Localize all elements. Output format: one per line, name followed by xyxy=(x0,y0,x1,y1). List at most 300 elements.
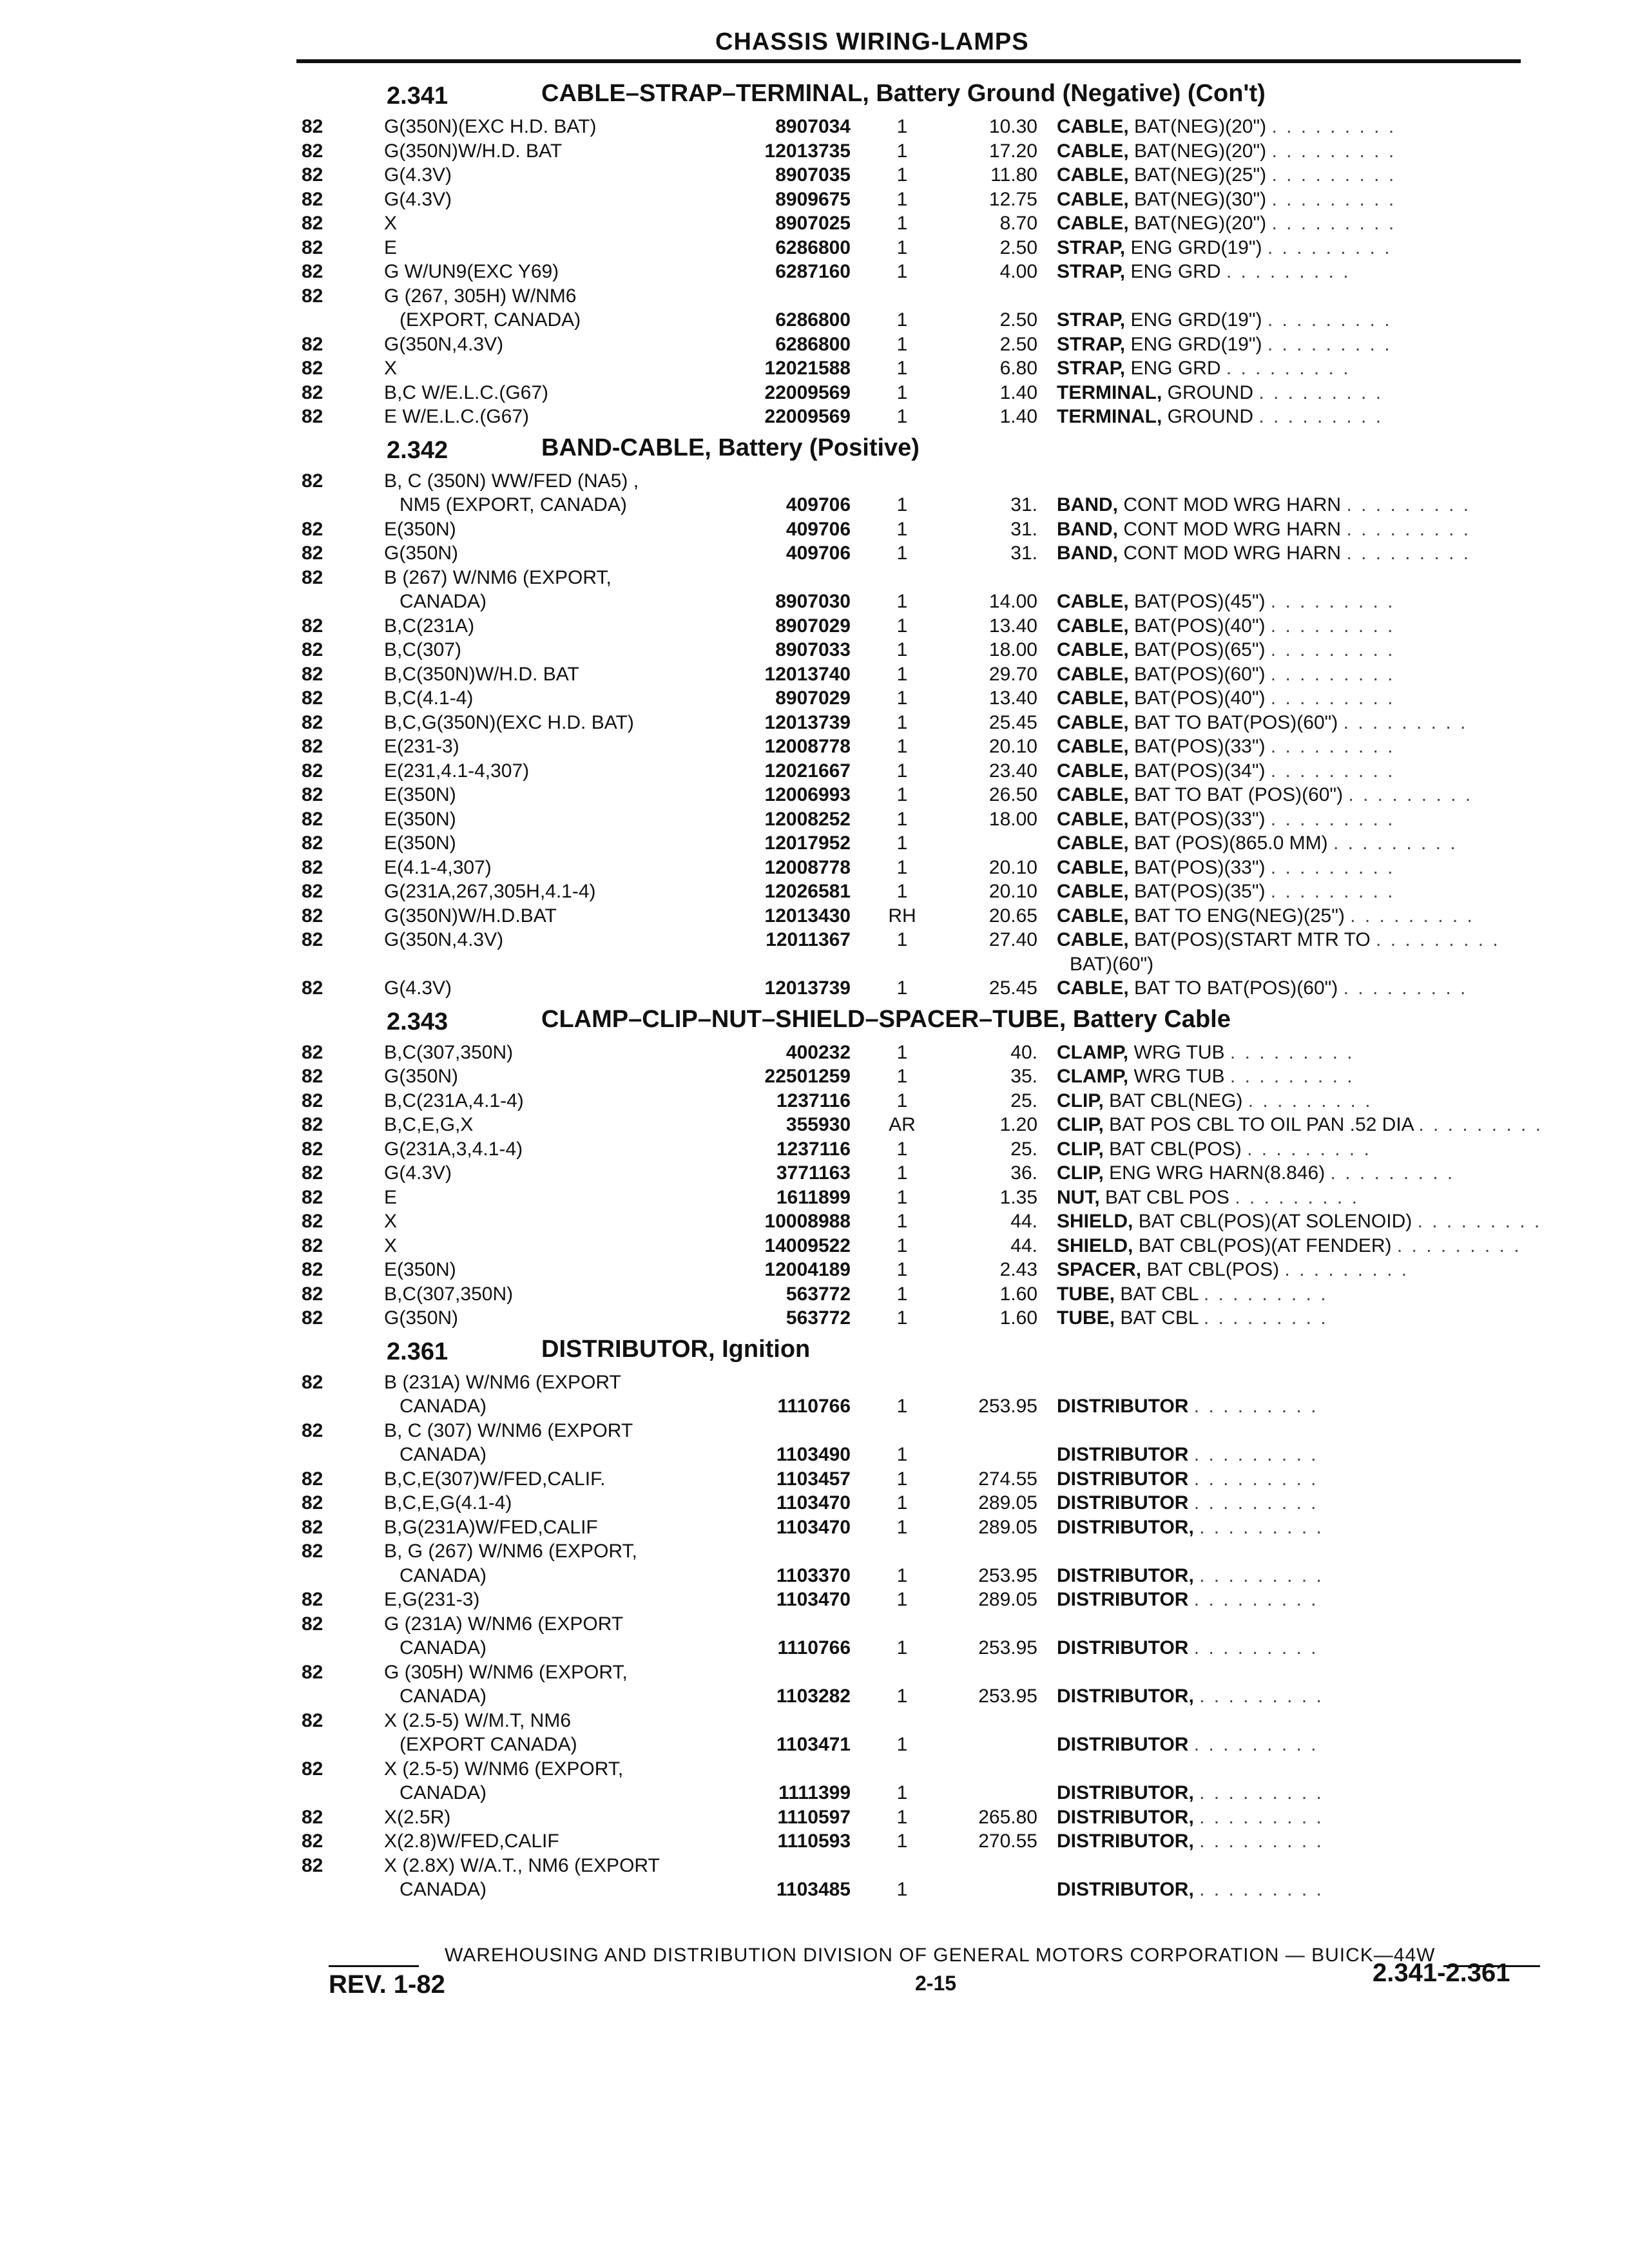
quantity: 1 xyxy=(896,1138,908,1160)
table-row: 82 G(350N) 22501259 1 .35 CLAMP, WRG TUB . . . . . . . . . xyxy=(302,1066,1354,1087)
description-detail xyxy=(1188,1396,1193,1417)
model-application: E(350N) xyxy=(384,832,456,854)
group-code: 82 xyxy=(302,663,323,685)
description-name: CABLE, xyxy=(1057,663,1129,685)
model-application: NM5 (EXPORT, CANADA) xyxy=(400,494,627,515)
quantity: 1 xyxy=(896,1492,908,1514)
description xyxy=(1057,639,1395,661)
quantity: 1 xyxy=(896,1162,908,1184)
leader-dots: . . . . . . . . . xyxy=(1203,1307,1328,1329)
description-detail: BAT CBL(POS) xyxy=(1103,1138,1248,1160)
description-detail: BAT CBL(POS) xyxy=(1141,1259,1285,1280)
description-name: DISTRIBUTOR xyxy=(1057,1396,1189,1417)
description-name: STRAP, xyxy=(1057,333,1126,355)
model-application: B,C(350N)W/H.D. BAT xyxy=(384,663,579,685)
group-code: 82 xyxy=(302,164,323,186)
description xyxy=(1057,213,1396,235)
table-row: 82 X (2.8X) W/A.T., NM6 (EXPORT CANADA) 1103485 1 DISTRIBUTOR, . . . . . . . . . xyxy=(302,1854,1324,1900)
description xyxy=(1057,543,1470,564)
description-name: CABLE, xyxy=(1057,929,1129,950)
description-detail: BAT(POS)(34") xyxy=(1128,760,1271,782)
group-code: 82 xyxy=(302,1419,323,1441)
table-row: 82 G(231A,267,305H,4.1-4) 12026581 1 20.10 CABLE, BAT(POS)(35") . . . . . . . . . xyxy=(302,881,1395,902)
description xyxy=(1057,1807,1324,1829)
description-name: CLAMP, xyxy=(1057,1041,1129,1063)
leader-dots: . . . . . . . . . xyxy=(1193,1492,1318,1514)
table-row: 82 B,C,G(350N)(EXC H.D. BAT) 12013739 1 25.45 CABLE, BAT TO BAT(POS)(60") . . . . . . . . . xyxy=(302,711,1468,733)
model-application: G W/UN9(EXC Y69) xyxy=(384,261,559,282)
model-application: X xyxy=(384,213,398,234)
model-application: B,G(231A)W/FED,CALIF xyxy=(384,1516,598,1538)
description-detail xyxy=(1194,1807,1199,1828)
group-code: 82 xyxy=(302,1211,323,1232)
description-detail: BAT(POS)(40") xyxy=(1128,615,1271,637)
quantity: 1 xyxy=(896,1806,908,1828)
quantity: 1 xyxy=(896,1637,908,1658)
description-detail: BAT(NEG)(20") xyxy=(1128,140,1272,162)
table-row: 82 G(4.3V) 3771163 1 .36 CLIP, ENG WRG HARN(8.846) . . . . . . . . . xyxy=(302,1162,1455,1184)
description-name: DISTRIBUTOR xyxy=(1057,1637,1189,1658)
leader-dots: . . . . . . . . . xyxy=(1193,1444,1318,1465)
quantity: 1 xyxy=(896,543,908,564)
page-header: CHASSIS WIRING-LAMPS xyxy=(715,28,1029,55)
table-row: 82 X 14009522 1 .44 SHIELD, BAT CBL(POS)(AT FENDER) . . . . . . . . . xyxy=(302,1235,1521,1256)
table-row: 82 B,C,E,G,X 355930 AR 1.20 CLIP, BAT POS CBL TO OIL PAN .52 DIA . . . . . . . . . xyxy=(302,1114,1543,1135)
leader-dots: . . . . . . . . . xyxy=(1199,1564,1324,1586)
leader-dots: . . . . . . . . . xyxy=(1270,760,1395,782)
description xyxy=(1057,1782,1324,1804)
description xyxy=(1057,382,1383,404)
model-application: CANADA) xyxy=(400,1782,487,1803)
model-application: B,C(307) xyxy=(384,639,462,660)
leader-dots: . . . . . . . . . xyxy=(1343,977,1468,999)
description xyxy=(1057,494,1470,516)
description-name: TERMINAL, xyxy=(1057,381,1162,403)
description-detail xyxy=(1188,1637,1193,1658)
group-code: 82 xyxy=(302,518,323,540)
description-name: CABLE, xyxy=(1057,808,1129,830)
leader-dots: . . . . . . . . . xyxy=(1248,1090,1373,1111)
description xyxy=(1057,1517,1324,1539)
quantity: 1 xyxy=(896,736,908,757)
description-detail: BAT POS CBL TO OIL PAN .52 DIA xyxy=(1103,1114,1419,1135)
leader-dots: . . . . . . . . . xyxy=(1270,639,1395,660)
model-application: B, C (350N) WW/FED (NA5) , xyxy=(384,470,639,492)
model-application: G (231A) W/NM6 (EXPORT xyxy=(384,1613,624,1635)
table-row: 82 B,C(350N)W/H.D. BAT 12013740 1 29.70 CABLE, BAT(POS)(60") . . . . . . . . . xyxy=(302,663,1395,685)
model-application: B,C(307,350N) xyxy=(384,1041,514,1063)
table-row: 82 G(4.3V) 8907035 1 11.80 CABLE, BAT(NEG)(25") . . . . . . . . . xyxy=(302,164,1396,186)
leader-dots: . . . . . . . . . xyxy=(1226,358,1351,379)
description-name: DISTRIBUTOR, xyxy=(1057,1686,1194,1707)
description xyxy=(1057,1235,1521,1257)
leader-dots: . . . . . . . . . xyxy=(1267,236,1392,258)
description-name: BAND, xyxy=(1057,543,1118,564)
table-row: 82 B, C (350N) WW/FED (NA5) , NM5 (EXPORT, CANADA) 409706 1 .31 BAND, CONT MOD WRG HARN . . . . . . . . . xyxy=(302,470,1471,515)
leader-dots: . . . . . . . . . xyxy=(1271,213,1396,234)
model-application: X xyxy=(384,1235,398,1256)
model-application: E xyxy=(384,1186,398,1208)
table-row: 82 B,C(307,350N) 400232 1 .40 CLAMP, WRG TUB . . . . . . . . . xyxy=(302,1041,1354,1063)
description-detail: WRG TUB xyxy=(1128,1041,1230,1063)
model-application: CANADA) xyxy=(400,591,487,612)
description-detail: BAT(POS)(45") xyxy=(1128,591,1271,612)
quantity: 1 xyxy=(896,760,908,782)
group-code: 82 xyxy=(302,1090,323,1111)
leader-dots: . . . . . . . . . xyxy=(1199,1686,1324,1707)
quantity: RH xyxy=(888,905,916,927)
model-application: CANADA) xyxy=(400,1637,487,1658)
quantity: 1 xyxy=(896,832,908,854)
quantity: 1 xyxy=(896,236,908,258)
description xyxy=(1057,1090,1372,1112)
description-name: CABLE, xyxy=(1057,881,1129,902)
group-code: 82 xyxy=(302,236,323,258)
table-row: 82 B,C(307,350N) 563772 1 1.60 TUBE, BAT CBL . . . . . . . . . xyxy=(302,1283,1328,1305)
description xyxy=(1057,1307,1328,1329)
leader-dots: . . . . . . . . . xyxy=(1267,309,1392,331)
description-detail xyxy=(1188,1468,1193,1490)
table-row: 82 G(350N)(EXC H.D. BAT) 8907034 1 10.30 CABLE, BAT(NEG)(20") . . . . . . . . . xyxy=(302,116,1396,137)
quantity: 1 xyxy=(896,1066,908,1087)
leader-dots: . . . . . . . . . xyxy=(1270,808,1395,830)
table-row: 82 G(350N)W/H.D.BAT 12013430 RH 20.65 CABLE, BAT TO ENG(NEG)(25") . . . . . . . . . xyxy=(302,905,1474,927)
model-application: G(350N)W/H.D. BAT xyxy=(384,140,563,162)
model-application: B,C(231A,4.1-4) xyxy=(384,1090,524,1111)
description-detail: BAT TO BAT(POS)(60") xyxy=(1128,711,1344,733)
model-application: X xyxy=(384,358,398,379)
model-application: X(2.8)W/FED,CALIF xyxy=(384,1831,559,1852)
description-name: STRAP, xyxy=(1057,358,1126,379)
description-name: DISTRIBUTOR, xyxy=(1057,1879,1194,1900)
model-application: CANADA) xyxy=(400,1444,487,1465)
description xyxy=(1057,1565,1324,1587)
leader-dots: . . . . . . . . . xyxy=(1330,1162,1455,1184)
quantity: 1 xyxy=(896,929,908,950)
table-row: 82 E,G(231-3) 1103470 1 289.05 DISTRIBUTOR . . . . . . . . . xyxy=(302,1589,1318,1610)
table-row: 82 X (2.5-5) W/M.T, NM6 (EXPORT CANADA) 1103471 1 DISTRIBUTOR . . . . . . . . . xyxy=(302,1709,1318,1755)
description-detail: BAT(POS)(33") xyxy=(1128,808,1271,830)
group-code: 82 xyxy=(302,687,323,709)
description xyxy=(1057,1734,1318,1756)
description-name: CABLE, xyxy=(1057,615,1129,637)
leader-dots: . . . . . . . . . xyxy=(1199,1806,1324,1828)
description-detail: BAT(POS)(35") xyxy=(1128,881,1271,902)
group-code: 82 xyxy=(302,1138,323,1160)
leader-dots: . . . . . . . . . xyxy=(1271,164,1396,186)
group-code: 82 xyxy=(302,1854,323,1876)
leader-dots: . . . . . . . . . xyxy=(1235,1186,1359,1208)
leader-dots: . . . . . . . . . xyxy=(1284,1259,1409,1280)
description xyxy=(1057,1187,1359,1209)
description-name: DISTRIBUTOR xyxy=(1057,1734,1189,1755)
description xyxy=(1057,1686,1324,1707)
description xyxy=(1057,881,1395,903)
group-code: 82 xyxy=(302,140,323,162)
leader-dots: . . . . . . . . . xyxy=(1193,1396,1318,1417)
table-row: 82 B (267) W/NM6 (EXPORT, CANADA) 8907030 1 14.00 CABLE, BAT(POS)(45") . . . . . . . . . xyxy=(302,566,1395,612)
description-detail xyxy=(1194,1565,1199,1586)
model-application: G (267, 305H) W/NM6 xyxy=(384,285,577,307)
group-code: 82 xyxy=(302,1492,323,1514)
section-range: 2.341-2.361 xyxy=(1373,1959,1510,1987)
description-name: CLIP, xyxy=(1057,1114,1104,1135)
description xyxy=(1057,1162,1454,1184)
group-code: 82 xyxy=(302,1758,323,1780)
group-code: 82 xyxy=(302,358,323,379)
description-detail: BAT(POS)(33") xyxy=(1128,736,1271,757)
group-code: 82 xyxy=(302,856,323,878)
section-title xyxy=(0,1002,1629,1042)
group-code: 82 xyxy=(302,760,323,782)
leader-dots: . . . . . . . . . xyxy=(1193,1637,1318,1658)
description xyxy=(1057,832,1458,854)
section-number: 2.342 xyxy=(387,436,448,464)
table-row: 82 G(4.3V) 8909675 1 12.75 CABLE, BAT(NEG)(30") . . . . . . . . . xyxy=(302,188,1396,210)
group-code: 82 xyxy=(302,1186,323,1208)
description-name: TERMINAL, xyxy=(1057,406,1162,427)
quantity: 1 xyxy=(896,1259,908,1280)
description-detail xyxy=(1194,1782,1199,1803)
table-row: 82 E 6286800 1 2.50 STRAP, ENG GRD(19") . . . . . . . . . xyxy=(302,236,1392,258)
description-name: CLIP, xyxy=(1057,1138,1104,1160)
table-row: 82 X (2.5-5) W/NM6 (EXPORT, CANADA) 1111399 1 DISTRIBUTOR, . . . . . . . . . xyxy=(302,1758,1324,1803)
description xyxy=(1057,519,1470,541)
description-name: STRAP, xyxy=(1057,261,1126,282)
description xyxy=(1057,1114,1543,1136)
quantity: 1 xyxy=(896,309,908,331)
group-code: 82 xyxy=(302,881,323,902)
description-name: DISTRIBUTOR xyxy=(1057,1589,1189,1610)
group-code: 82 xyxy=(302,905,323,927)
quantity: 1 xyxy=(896,213,908,234)
quantity: 1 xyxy=(896,116,908,137)
quantity: 1 xyxy=(896,188,908,210)
description-detail: BAT TO ENG(NEG)(25") xyxy=(1128,905,1351,927)
leader-dots: . . . . . . . . . xyxy=(1346,494,1471,515)
leader-dots: . . . . . . . . . xyxy=(1333,832,1458,854)
description-name: BAND, xyxy=(1057,518,1118,540)
leader-dots: . . . . . . . . . xyxy=(1258,381,1383,403)
model-application: B,C W/E.L.C.(G67) xyxy=(384,381,549,403)
quantity: 1 xyxy=(896,663,908,685)
description-detail xyxy=(1194,1517,1199,1538)
description xyxy=(1057,1444,1318,1466)
group-code: 82 xyxy=(302,116,323,137)
description-name: CABLE, xyxy=(1057,591,1129,612)
table-row: 82 B,G(231A)W/FED,CALIF 1103470 1 289.05 DISTRIBUTOR, . . . . . . . . . xyxy=(302,1516,1324,1538)
description xyxy=(1057,1589,1318,1611)
model-application: E(350N) xyxy=(384,784,456,805)
quantity: 1 xyxy=(896,1235,908,1256)
description-detail: BAT(NEG)(25") xyxy=(1128,164,1272,186)
model-application: E(4.1-4,307) xyxy=(384,856,492,878)
section-heading: CLAMP–CLIP–NUT–SHIELD–SPACER–TUBE, Battery Cable xyxy=(541,1005,1231,1033)
table-row: 82 B, C (307) W/NM6 (EXPORT CANADA) 1103490 1 DISTRIBUTOR . . . . . . . . . xyxy=(302,1419,1318,1465)
description-detail: BAT(POS)(START MTR TO xyxy=(1128,929,1376,950)
description-name: CABLE, xyxy=(1057,711,1129,733)
group-code: 82 xyxy=(302,736,323,757)
table-row: 82 B (231A) W/NM6 (EXPORT CANADA) 1110766 1 253.95 DISTRIBUTOR . . . . . . . . . xyxy=(302,1371,1318,1417)
section-title xyxy=(0,76,1629,116)
section-number: 2.361 xyxy=(387,1338,448,1365)
table-row: 82 E(350N) 12008252 1 18.00 CABLE, BAT(POS)(33") . . . . . . . . . xyxy=(302,808,1395,830)
description-detail: BAT(POS)(40") xyxy=(1128,687,1271,709)
group-code: 82 xyxy=(302,188,323,210)
description-detail: ENG GRD(19") xyxy=(1125,236,1268,258)
description xyxy=(1057,1492,1318,1514)
description-name: CABLE, xyxy=(1057,736,1129,757)
model-application: B,C(231A) xyxy=(384,615,475,637)
model-application: B,C,E,G,X xyxy=(384,1114,474,1135)
model-application: X (2.5-5) W/M.T, NM6 xyxy=(384,1709,572,1731)
description-detail: ENG WRG HARN(8.846) xyxy=(1103,1162,1331,1184)
model-application: E(350N) xyxy=(384,1259,456,1280)
description xyxy=(1057,977,1467,999)
description-name: DISTRIBUTOR xyxy=(1057,1492,1189,1514)
leader-dots: . . . . . . . . . xyxy=(1270,591,1395,612)
description-name: CABLE, xyxy=(1057,784,1129,805)
description xyxy=(1057,857,1395,879)
description xyxy=(1057,1283,1328,1305)
description-detail-continued: BAT)(60") xyxy=(1070,953,1154,975)
description-name: NUT, xyxy=(1057,1186,1100,1208)
description-detail xyxy=(1194,1831,1199,1852)
description-name: CABLE, xyxy=(1057,977,1129,999)
quantity: 1 xyxy=(896,406,908,427)
group-code: 82 xyxy=(302,639,323,660)
group-code: 82 xyxy=(302,470,323,492)
leader-dots: . . . . . . . . . xyxy=(1270,881,1395,902)
description xyxy=(1057,140,1396,162)
description-name: DISTRIBUTOR, xyxy=(1057,1564,1194,1586)
quantity: 1 xyxy=(896,1041,908,1063)
description-detail: CONT MOD WRG HARN xyxy=(1118,494,1347,515)
model-application: X (2.5-5) W/NM6 (EXPORT, xyxy=(384,1758,624,1780)
description xyxy=(1057,929,1500,951)
description xyxy=(1057,905,1474,927)
model-application: E(350N) xyxy=(384,808,456,830)
group-code: 82 xyxy=(302,1709,323,1731)
description xyxy=(1057,1139,1371,1160)
quantity: 1 xyxy=(896,977,908,999)
leader-dots: . . . . . . . . . xyxy=(1258,406,1383,427)
quantity: 1 xyxy=(896,333,908,355)
description-name: TUBE, xyxy=(1057,1307,1115,1329)
quantity: 1 xyxy=(896,494,908,515)
leader-dots: . . . . . . . . . xyxy=(1417,1211,1542,1232)
table-row: 82 G(350N) 409706 1 .31 BAND, CONT MOD WRG HARN . . . . . . . . . xyxy=(302,543,1471,564)
model-application: B (267) W/NM6 (EXPORT, xyxy=(384,566,612,588)
table-row: 82 G (267, 305H) W/NM6 (EXPORT, CANADA) 6286800 1 2.50 STRAP, ENG GRD(19") . . . . . . . . . xyxy=(302,285,1392,331)
description xyxy=(1057,358,1351,380)
table-row: 82 X 10008988 1 .44 SHIELD, BAT CBL(POS)(AT SOLENOID) . . . . . . . . . xyxy=(302,1211,1542,1232)
description-detail: CONT MOD WRG HARN xyxy=(1118,543,1347,564)
quantity: 1 xyxy=(896,1782,908,1803)
description xyxy=(1057,334,1392,356)
description-name: BAND, xyxy=(1057,494,1118,515)
group-code: 82 xyxy=(302,1162,323,1184)
leader-dots: . . . . . . . . . xyxy=(1199,1782,1324,1803)
table-row: 82 G (305H) W/NM6 (EXPORT, CANADA) 1103282 1 253.95 DISTRIBUTOR, . . . . . . . . . xyxy=(302,1661,1324,1707)
revision-label: REV. 1-82 xyxy=(329,1970,445,1999)
description-name: CABLE, xyxy=(1057,164,1129,186)
description-name: CABLE, xyxy=(1057,213,1129,234)
leader-dots: . . . . . . . . . xyxy=(1199,1831,1324,1852)
table-row: 82 B,C,E(307)W/FED,CALIF. 1103457 1 274.55 DISTRIBUTOR . . . . . . . . . xyxy=(302,1468,1318,1490)
description xyxy=(1057,1879,1324,1901)
model-application: E(350N) xyxy=(384,518,456,540)
leader-dots: . . . . . . . . . xyxy=(1193,1468,1318,1490)
model-application: G(350N) xyxy=(384,1307,459,1329)
description-detail xyxy=(1188,1444,1193,1465)
leader-dots: . . . . . . . . . xyxy=(1270,615,1395,637)
table-row: 82 E(4.1-4,307) 12008778 1 20.10 CABLE, BAT(POS)(33") . . . . . . . . . xyxy=(302,856,1395,878)
table-row: 82 B, G (267) W/NM6 (EXPORT, CANADA) 1103370 1 253.95 DISTRIBUTOR, . . . . . . . . . xyxy=(302,1541,1324,1586)
group-code: 82 xyxy=(302,1613,323,1635)
leader-dots: . . . . . . . . . xyxy=(1267,333,1392,355)
model-application: G(231A,267,305H,4.1-4) xyxy=(384,881,596,902)
leader-dots: . . . . . . . . . xyxy=(1270,856,1395,878)
group-code: 82 xyxy=(302,832,323,854)
description-detail: BAT CBL xyxy=(1115,1283,1204,1305)
model-application: B, G (267) W/NM6 (EXPORT, xyxy=(384,1541,637,1562)
table-row: 82 E 1611899 1 1.35 NUT, BAT CBL POS . . . . . . . . . xyxy=(302,1186,1359,1208)
model-application: X (2.8X) W/A.T., NM6 (EXPORT xyxy=(384,1854,660,1876)
model-application: E W/E.L.C.(G67) xyxy=(384,406,530,427)
description-name: DISTRIBUTOR xyxy=(1057,1468,1189,1490)
section-heading: DISTRIBUTOR, Ignition xyxy=(541,1335,811,1363)
quantity: 1 xyxy=(896,591,908,612)
quantity: 1 xyxy=(896,784,908,805)
table-row: 82 G(350N)W/H.D. BAT 12013735 1 17.20 CABLE, BAT(NEG)(20") . . . . . . . . . xyxy=(302,140,1396,162)
leader-dots: . . . . . . . . . xyxy=(1270,736,1395,757)
quantity: 1 xyxy=(896,1444,908,1465)
group-code: 82 xyxy=(302,711,323,733)
group-code: 82 xyxy=(302,1041,323,1063)
model-application: E xyxy=(384,236,398,258)
description xyxy=(1057,1637,1318,1659)
quantity: 1 xyxy=(896,164,908,186)
page-number: 2-15 xyxy=(915,1972,957,1995)
model-application: B,C,E(307)W/FED,CALIF. xyxy=(384,1468,606,1490)
description-name: SPACER, xyxy=(1057,1259,1142,1280)
description xyxy=(1057,784,1472,806)
group-code: 82 xyxy=(302,1283,323,1305)
description-detail: BAT CBL POS xyxy=(1099,1186,1235,1208)
group-code: 82 xyxy=(302,381,323,403)
group-code: 82 xyxy=(302,261,323,282)
description xyxy=(1057,1211,1541,1233)
section-heading: CABLE–STRAP–TERMINAL, Battery Ground (Negative) (Con't) xyxy=(541,80,1266,107)
table-row: 82 X 8907025 1 8.70 CABLE, BAT(NEG)(20") . . . . . . . . . xyxy=(302,213,1396,234)
model-application: G(350N,4.3V) xyxy=(384,929,504,950)
description-name: CLIP, xyxy=(1057,1090,1104,1111)
quantity: 1 xyxy=(896,1090,908,1111)
model-application: E,G(231-3) xyxy=(384,1589,480,1610)
description xyxy=(1057,309,1392,331)
table-row: 82 E(231,4.1-4,307) 12021667 1 23.40 CABLE, BAT(POS)(34") . . . . . . . . . xyxy=(302,760,1395,782)
description-name: SHIELD, xyxy=(1057,1211,1133,1232)
model-application: B,C(307,350N) xyxy=(384,1283,514,1305)
quantity: 1 xyxy=(896,140,908,162)
quantity: 1 xyxy=(896,1283,908,1305)
description xyxy=(1057,664,1395,686)
quantity: 1 xyxy=(896,856,908,878)
quantity: 1 xyxy=(896,711,908,733)
section-number: 2.341 xyxy=(387,82,448,110)
model-application: B (231A) W/NM6 (EXPORT xyxy=(384,1371,621,1393)
